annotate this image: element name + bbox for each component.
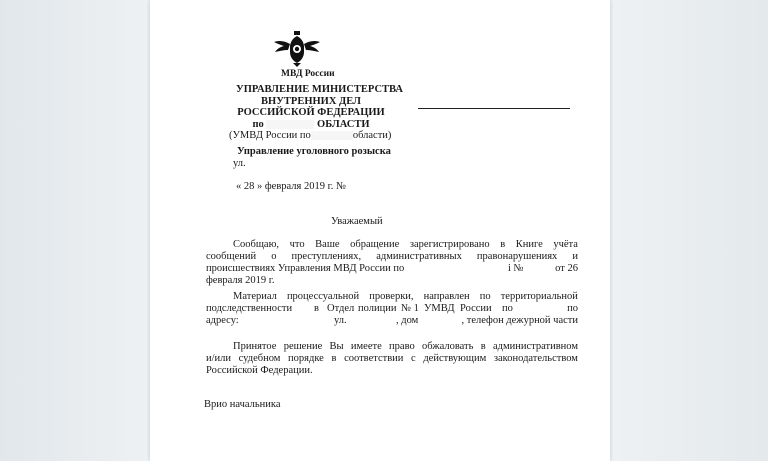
word: решение [283,341,323,352]
word: № 1 [401,303,419,314]
registration-date-prefix: от 26 [555,263,578,274]
abbrev-prefix: (УМВД России по [229,130,311,141]
street-address [233,158,246,170]
word: Вы [329,341,344,352]
address-house: , дом [396,315,419,326]
dept-region-prefix: по [252,118,264,130]
address-label: адресу: [206,315,239,326]
word: проверки, [369,291,414,302]
paragraph-transfer [206,291,578,327]
duty-phone-label: , телефон дежурной части [461,315,578,326]
word: с [411,353,416,364]
dept-line-1: УПРАВЛЕНИЕ МИНИСТЕРСТВА [236,84,403,95]
word: в [500,239,506,250]
salutation: Уважаемый [331,216,383,227]
background-left [0,0,150,461]
p3-line-2 [206,353,578,365]
recipient-line [418,108,570,109]
signature-title: Врио начальника [204,399,281,410]
word: в [331,353,337,364]
p2-line-2 [206,303,578,315]
paragraph-registration [206,239,578,287]
word: подследственности [206,303,293,314]
dept-line-3: РОССИЙСКОЙ ФЕДЕРАЦИИ [237,107,385,118]
department-title [236,84,403,130]
word: сообщений [206,251,257,262]
word: Материал [233,291,277,302]
word: процессуальной [286,291,360,302]
p1-line-1 [206,239,578,251]
word: Ваше [315,239,340,250]
p2-line-1 [206,291,578,303]
word: право [389,341,415,352]
word: и [572,251,578,262]
word: Принятое [233,341,277,352]
word: по [479,291,491,302]
word: территориальной [500,291,578,302]
word: полиции [358,303,397,314]
dept-region-suffix: ОБЛАСТИ [317,118,370,130]
word: зарегистрировано [409,239,490,250]
word: Отдел [327,303,355,314]
word: соответствии [344,353,404,364]
eagle-emblem-icon [273,30,321,68]
dept-line-2: ВНУТРЕННИХ ДЕЛ [261,95,361,107]
agency-short-name: МВД России [281,69,335,79]
p2-line-3 [206,315,578,327]
word: что [289,239,305,250]
redacted-region [311,131,353,140]
division-name: Управление уголовного розыска [237,146,391,157]
paragraph-appeal [206,341,578,377]
word: и/или [206,353,232,364]
word: законодательством [493,353,578,364]
word: направлен [423,291,470,302]
registration-number-label: і № [508,263,524,274]
dept-line-4 [236,119,386,131]
word: Книге [515,239,543,250]
department-abbreviation [229,130,391,142]
word: правонарушениях [476,251,558,262]
word: порядке [288,353,324,364]
word: по [502,303,513,314]
word: имеете [350,341,382,352]
street-prefix: ул. [233,158,246,169]
word: судебном [238,353,281,364]
p1-line-3 [206,263,578,275]
word: в [480,341,486,352]
background-right [610,0,768,461]
word: УМВД [424,303,455,314]
word: о [271,251,277,262]
word: России [460,303,492,314]
p3-line-1 [206,341,578,353]
abbrev-suffix: области) [352,130,392,141]
p3-line-3: Российской Федерации. [206,365,313,376]
word: обращение [350,239,400,250]
redacted-region [266,120,314,129]
date-and-number: « 28 » февраля 2019 г. № [236,181,347,192]
word: обжаловать [422,341,474,352]
word: учёта [553,239,578,250]
word: административном [493,341,578,352]
word: Сообщаю, [233,239,280,250]
word: по [567,303,578,314]
p1-line-2 [206,251,578,263]
p1-line-3-prefix: происшествиях Управления МВД России по [206,263,405,274]
document-page [150,0,610,461]
word: преступлениях, [291,251,362,262]
address-street: ул. [334,315,347,326]
word: действующим [423,353,487,364]
word: в [314,303,319,314]
word: административных [376,251,462,262]
p1-line-4: февраля 2019 г. [206,275,275,286]
